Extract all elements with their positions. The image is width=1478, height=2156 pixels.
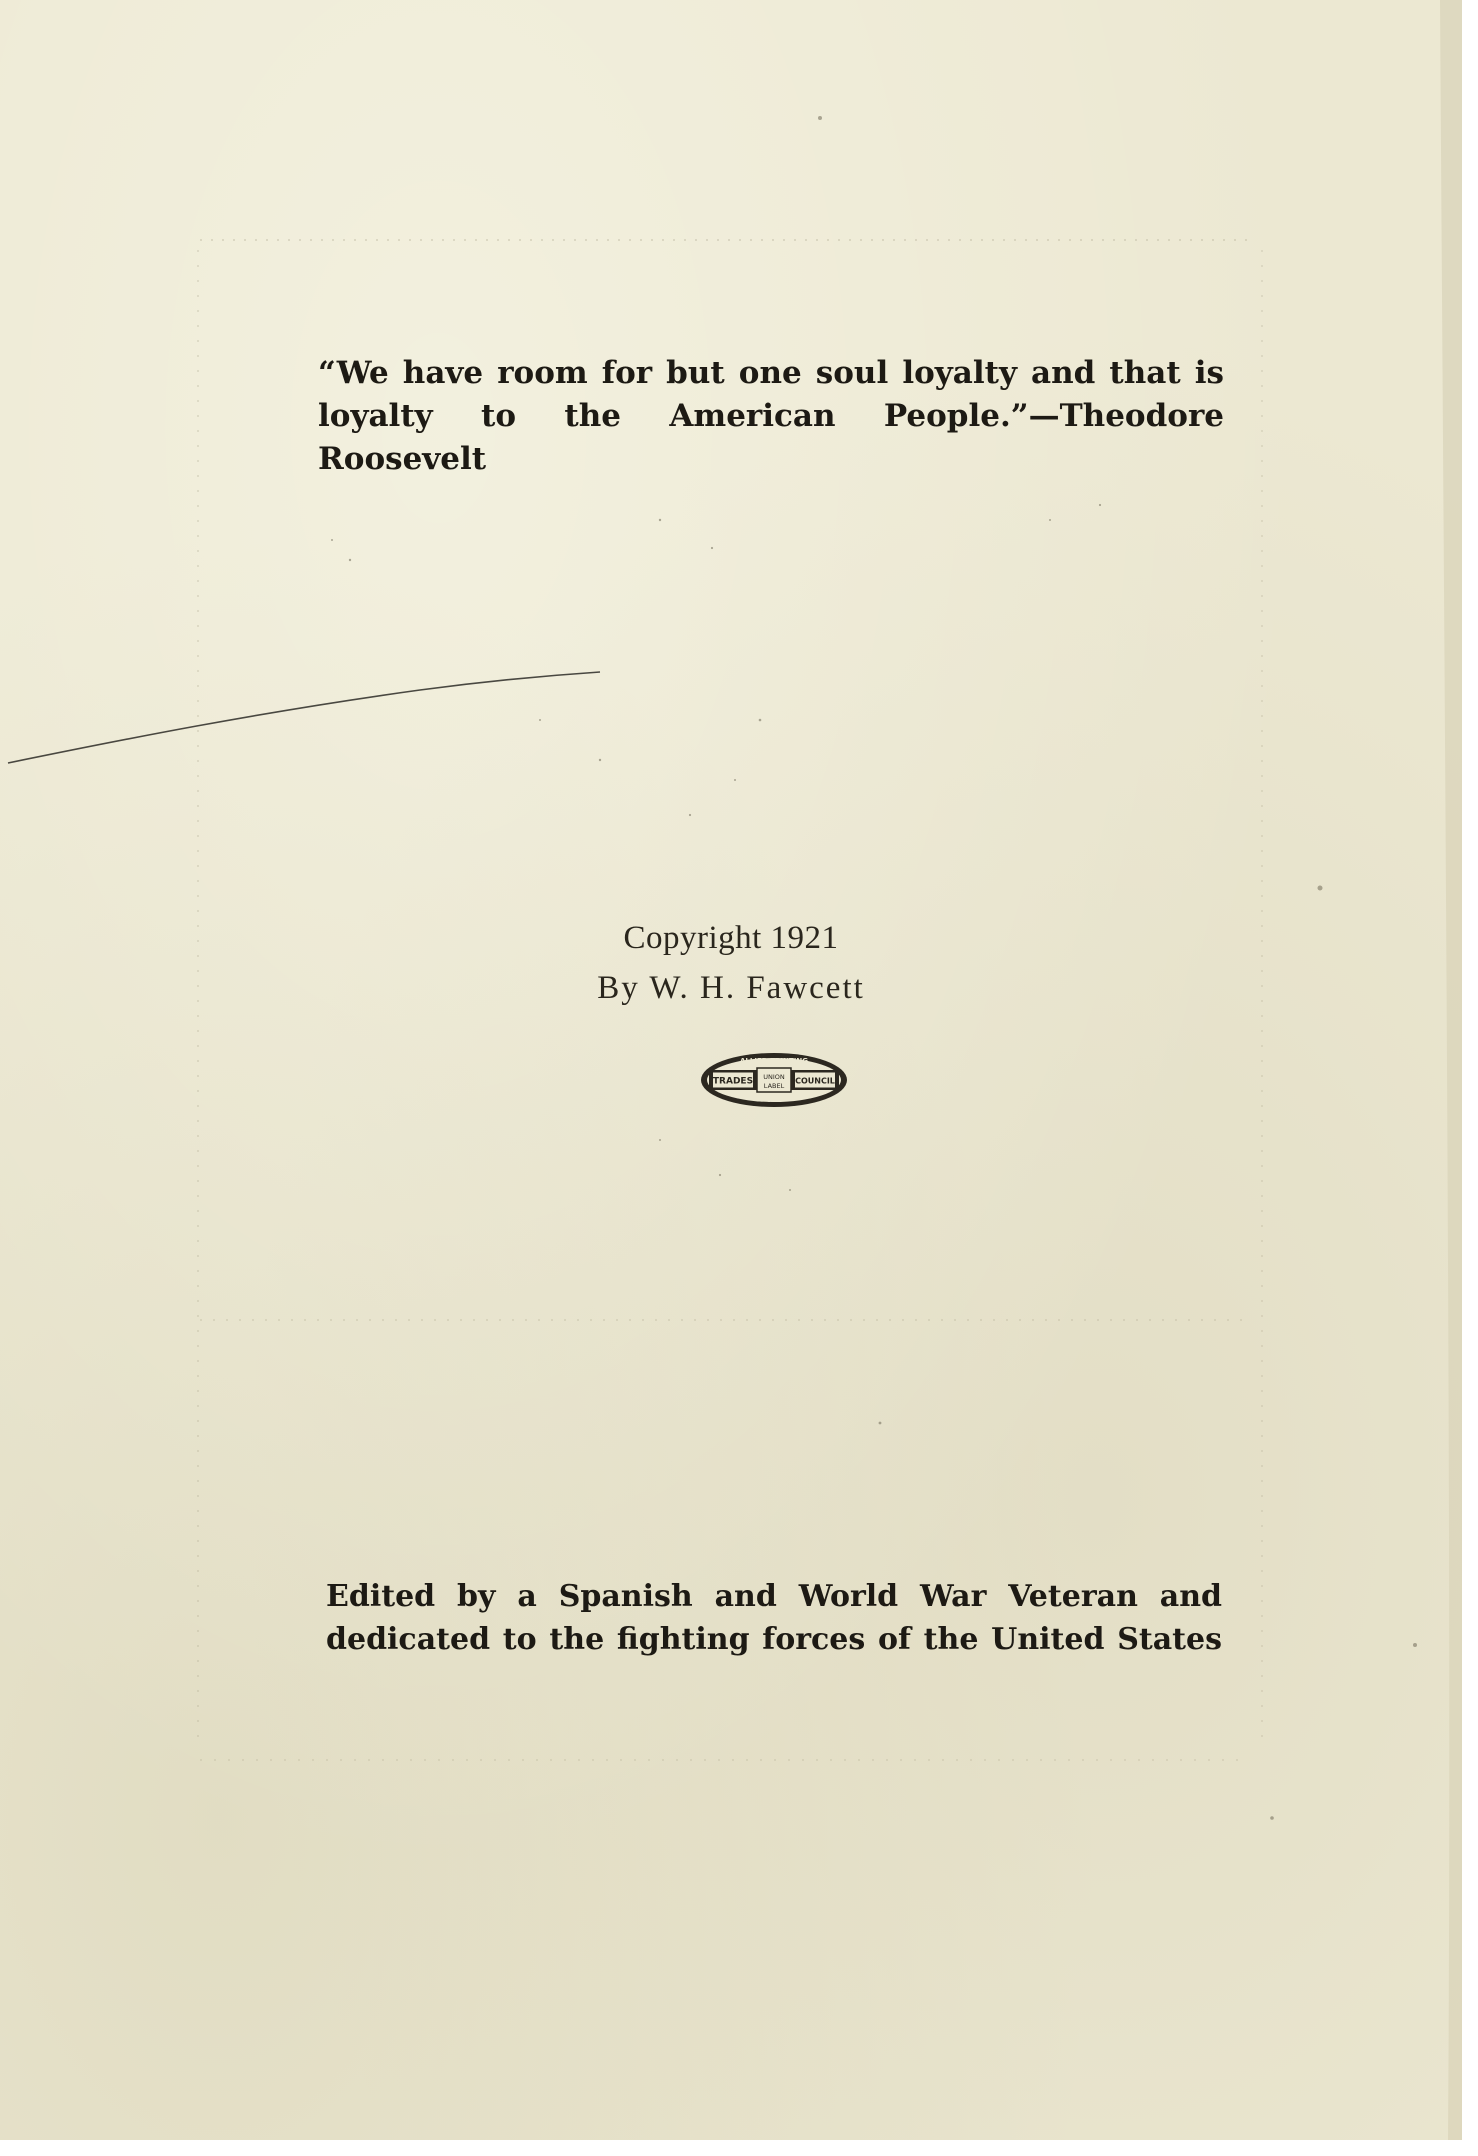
union-label-bug-icon: [699, 1050, 849, 1110]
union-label-right: COUNCIL: [795, 1076, 835, 1086]
copyright-year: Copyright 1921: [623, 920, 839, 956]
union-label-center-top: UNION: [763, 1073, 785, 1081]
union-label-top-arc: ALLIED PRINTING: [740, 1057, 808, 1065]
quote-line-2: loyalty to the American People.”—Theodore Roosevelt: [318, 398, 1224, 477]
union-label-left: TRADES: [712, 1076, 754, 1087]
quote-line-1: “We have room for but one soul loyalty and that is: [318, 355, 1224, 391]
dedication-text: [326, 1575, 1222, 1661]
union-label-center-bottom: LABEL: [763, 1082, 785, 1090]
dedication-line-1: Edited by a Spanish and World War Veteran and: [326, 1579, 1222, 1614]
roosevelt-quote: [318, 352, 1224, 481]
copyright-author: By W. H. Fawcett: [597, 970, 865, 1006]
dedication-line-2: dedicated to the fighting forces of the United States: [326, 1622, 1222, 1657]
union-label-bottom-arc: CITY: [766, 1097, 782, 1104]
